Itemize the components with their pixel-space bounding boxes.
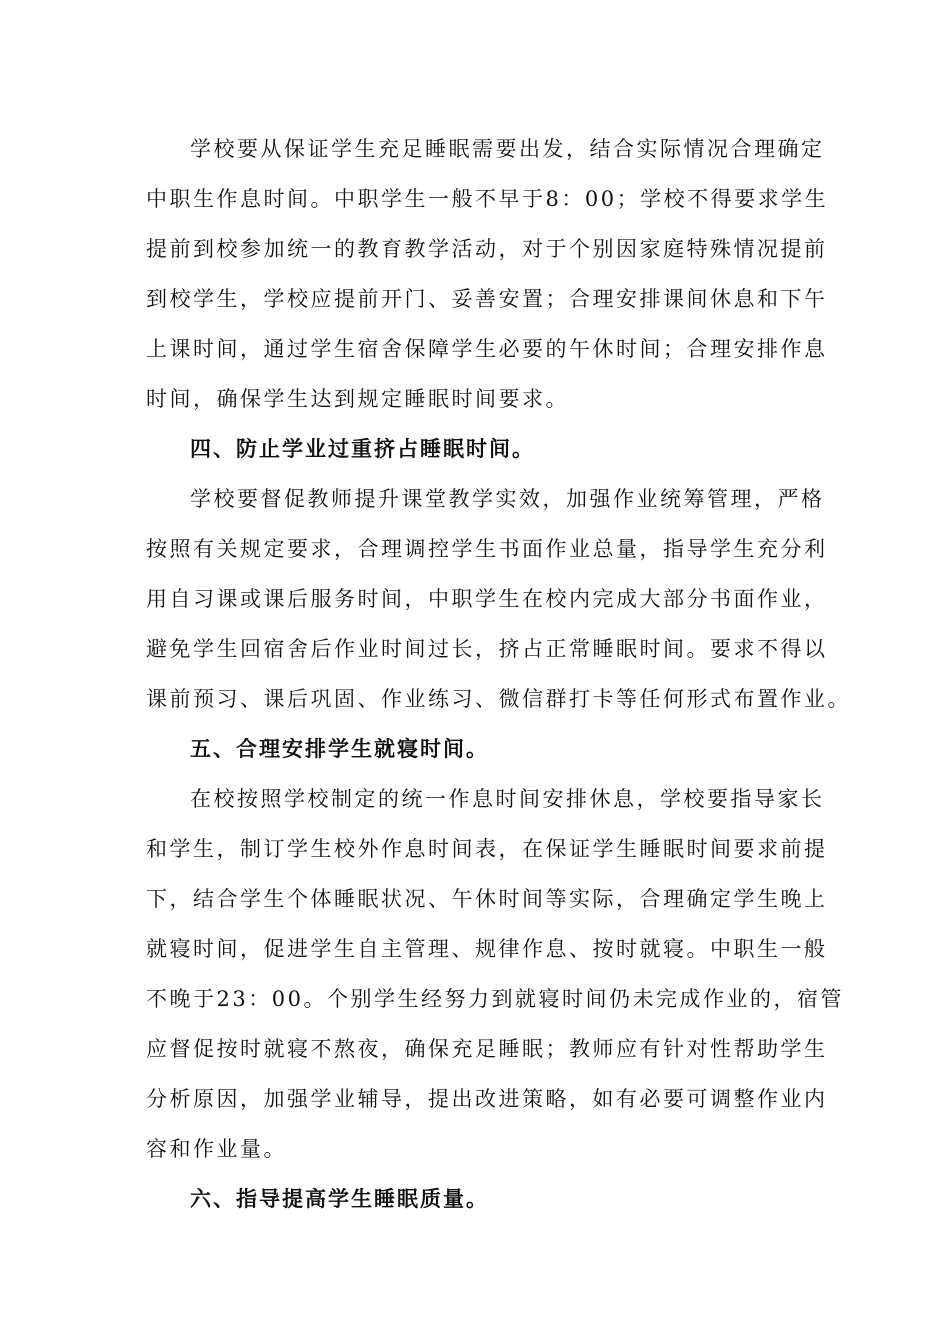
paragraph-line: 用自习课或课后服务时间，中职学生在校内完成大部分书面作业， xyxy=(146,587,828,611)
paragraph-line: 容和作业量。 xyxy=(146,1137,287,1161)
section-heading: 四、防止学业过重挤占睡眠时间。 xyxy=(190,437,535,461)
paragraph-line: 分析原因，加强学业辅导，提出改进策略，如有必要可调整作业内 xyxy=(146,1087,828,1111)
paragraph-line: 中职生作息时间。中职学生一般不早于8：00；学校不得要求学生 xyxy=(146,187,829,211)
paragraph-line: 课前预习、课后巩固、作业练习、微信群打卡等任何形式布置作业。 xyxy=(146,687,851,711)
paragraph-line: 不晚于23：00。个别学生经努力到就寝时间仍未完成作业的，宿管 xyxy=(146,987,844,1011)
paragraph-line: 按照有关规定要求，合理调控学生书面作业总量，指导学生充分利 xyxy=(146,537,828,561)
section-heading: 六、指导提高学生睡眠质量。 xyxy=(190,1187,489,1211)
paragraph-line: 在校按照学校制定的统一作息时间安排休息，学校要指导家长 xyxy=(190,787,825,811)
paragraph-line: 到校学生，学校应提前开门、妥善安置；合理安排课间休息和下午 xyxy=(146,287,828,311)
section-heading: 五、合理安排学生就寝时间。 xyxy=(190,737,489,761)
paragraph-line: 学校要督促教师提升课堂教学实效，加强作业统筹管理，严格 xyxy=(190,487,825,511)
paragraph-line: 上课时间，通过学生宿舍保障学生必要的午休时间；合理安排作息 xyxy=(146,337,828,361)
paragraph-line: 应督促按时就寝不熬夜，确保充足睡眠；教师应有针对性帮助学生 xyxy=(146,1037,828,1061)
paragraph-line: 避免学生回宿舍后作业时间过长，挤占正常睡眠时间。要求不得以 xyxy=(146,637,828,661)
paragraph-line: 时间，确保学生达到规定睡眠时间要求。 xyxy=(146,387,569,411)
paragraph-line: 下，结合学生个体睡眠状况、午休时间等实际，合理确定学生晚上 xyxy=(146,887,828,911)
paragraph-line: 和学生，制订学生校外作息时间表，在保证学生睡眠时间要求前提 xyxy=(146,837,828,861)
paragraph-line: 就寝时间，促进学生自主管理、规律作息、按时就寝。中职生一般 xyxy=(146,937,828,961)
paragraph-line: 提前到校参加统一的教育教学活动，对于个别因家庭特殊情况提前 xyxy=(146,237,828,261)
paragraph-line: 学校要从保证学生充足睡眠需要出发，结合实际情况合理确定 xyxy=(190,137,825,161)
